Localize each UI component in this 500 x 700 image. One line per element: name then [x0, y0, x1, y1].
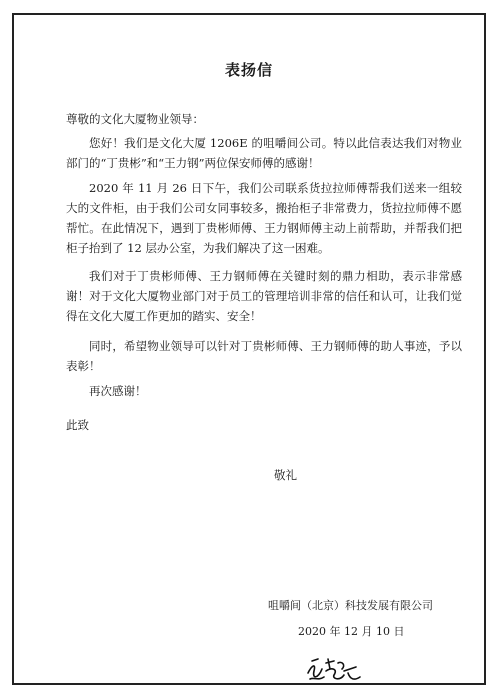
handwritten-signature	[304, 651, 364, 687]
letter-page	[12, 13, 486, 685]
letter-date: 2020 年 12 月 10 日	[298, 625, 405, 638]
paragraph-thanks: 我们对于丁贵彬师傅、王力钢师傅在关键时刻的鼎力相助，表示非常感谢！对于文化大厦物业部门对于员工的管理培训非常的信任和认可，让我们觉得在文化大厦工作更加的踏实、安全！	[66, 269, 462, 323]
letter-title: 表扬信	[224, 61, 273, 79]
closing: 此致	[66, 418, 89, 432]
paragraph-thanks-again: 再次感谢！	[89, 384, 147, 398]
paragraph-incident: 2020 年 11 月 26 日下午，我们公司联系货拉拉师傅帮我们送来一组较大的文件柜，由于我们公司女同事较多，搬抬柜子非常费力，货拉拉师傅不愿帮忙。在此情况下，遇到丁贵彬师傅、王力钢师傅主动上前帮助，并帮我们把柜子抬到了 12 层办公室，为我们解决了这一困难。	[66, 181, 462, 255]
salutation: 尊敬的文化大厦物业领导：	[66, 112, 204, 126]
paragraph-request: 同时，希望物业领导可以针对丁贵彬师傅、王力钢师傅的助人事迹，予以表彰！	[66, 339, 462, 373]
regards: 敬礼	[274, 468, 297, 482]
paragraph-greeting: 您好！我们是文化大厦 1206E 的咀嚼间公司。特以此信表达我们对物业部门的“丁贵彬”和“王力钢”两位保安师傅的感谢！	[66, 136, 462, 170]
company-name: 咀嚼间（北京）科技发展有限公司	[268, 599, 433, 612]
